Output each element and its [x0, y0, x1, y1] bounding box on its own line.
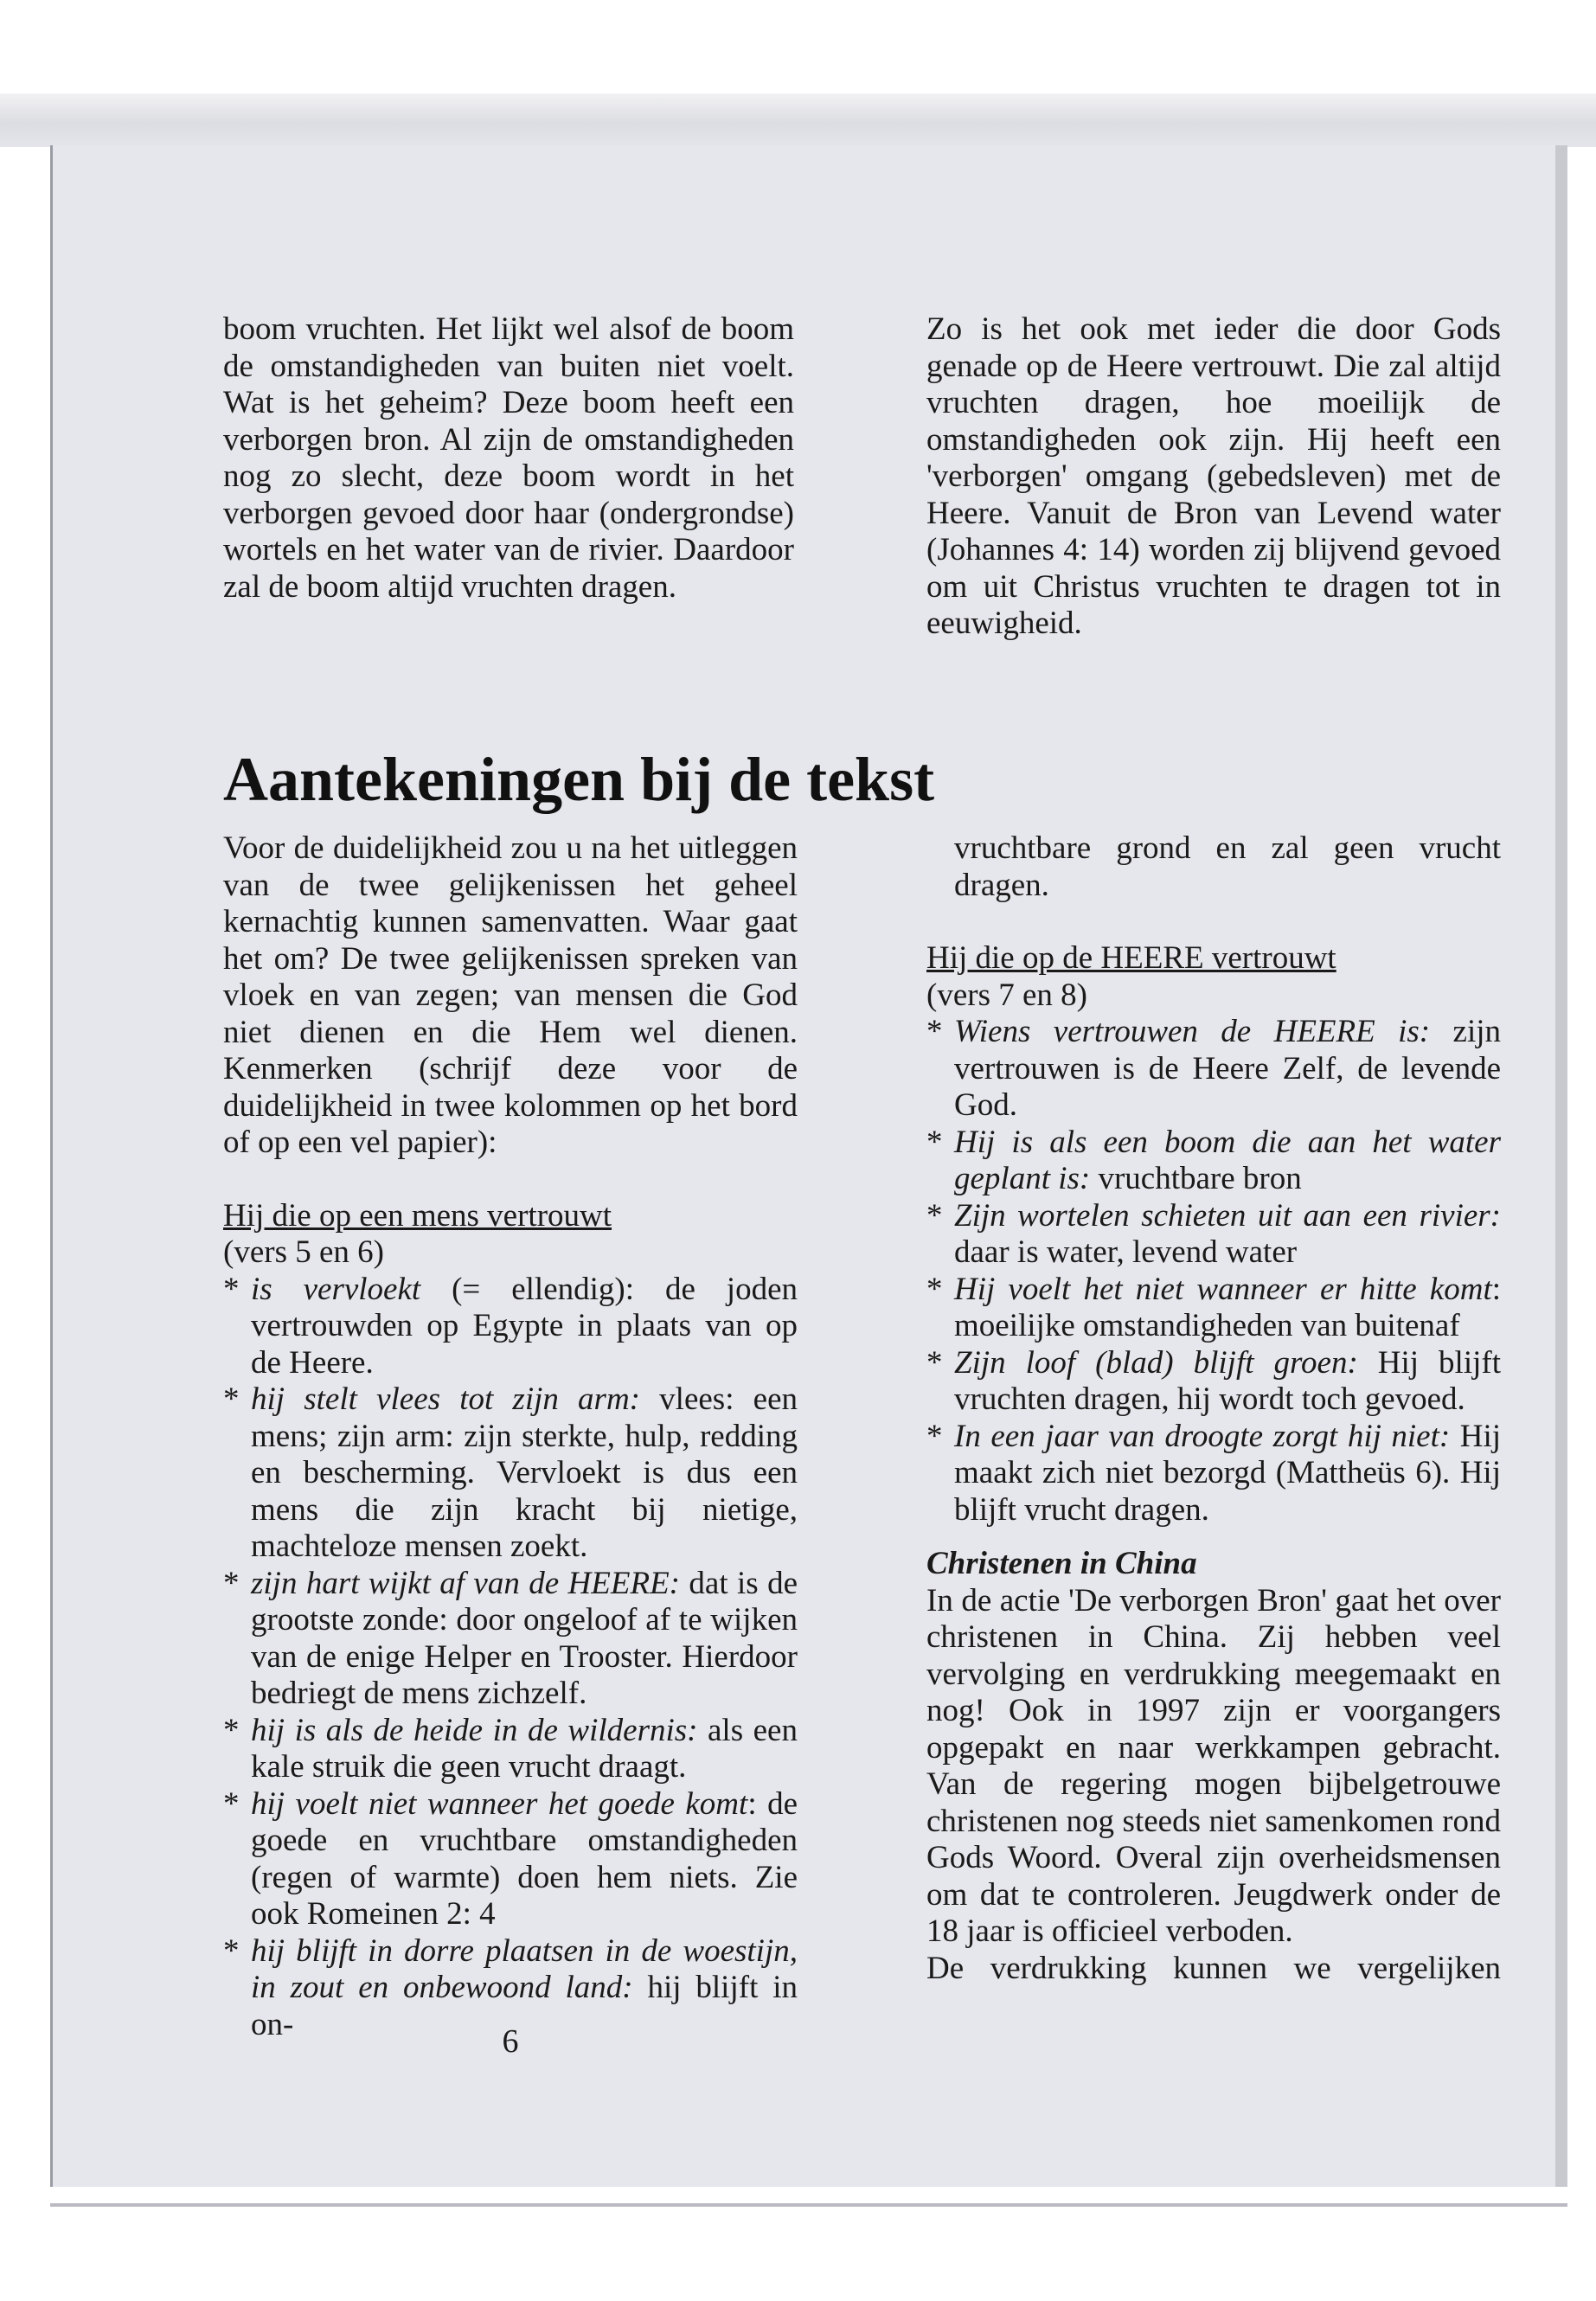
note-item [926, 1419, 1501, 1529]
page-edge [1555, 145, 1567, 2187]
note-term: Hij is als een boom die aan het water geplant is: [954, 1124, 1501, 1196]
note-item [926, 1272, 1501, 1345]
china-last-line: De verdrukking kunnen we vergelijken [926, 1950, 1501, 1986]
note-text: zijn vertrouwen is de Heere Zelf, de levende God. [954, 1014, 1502, 1123]
note-term: Hij voelt het niet wanneer er hitte komt [954, 1271, 1492, 1307]
note-item [223, 1713, 798, 1786]
note-term: hij stelt vlees tot zijn arm: [251, 1381, 640, 1417]
note-text: : moeilijke omstandigheden van buitenaf [954, 1271, 1501, 1343]
note-term: zijn hart wijkt af van de HEERE: [251, 1565, 681, 1601]
paragraph-text: boom vruchten. Het lijkt wel alsof de boom de omstandigheden van buiten niet voelt. Wat is het geheim? Deze boom heeft een verborgen bron. Al zijn de omstandigheden nog zo slecht, deze boom wordt in het verborgen gevoed door haar (ondergrondse) wortels en het water van de rivier. Daardoor zal de boom altijd vruchten dragen. [223, 311, 794, 605]
note-text: als een kale struik die geen vrucht draagt. [251, 1712, 798, 1785]
note-term: hij voelt niet wanneer het goede komt [251, 1785, 748, 1822]
subsection-verse: (vers 5 en 6) [223, 1234, 384, 1270]
note-term: Wiens vertrouwen de HEERE is: [954, 1014, 1431, 1049]
note-term: is vervloekt [251, 1271, 421, 1307]
intro-paragraph: Voor de duidelijkheid zou u na het uitleggen van de twee gelijkenissen het geheel kernachtig kunnen samenvatten. Waar gaat het om? De twee gelijkenissen spreken van vloek en van zegen; van mensen die God niet dienen en die Hem wel dienen. Kenmerken (schrijf deze voor de duidelijkheid in twee kolommen op het bord of op een vel papier): [223, 830, 798, 1160]
note-term: hij is als de heide in de wildernis: [251, 1712, 698, 1748]
note-text: dat is de grootste zonde: door ongeloof af te wijken van de enige Helper en Trooster. Hierdoor bedriegt de mens zichzelf. [251, 1565, 798, 1711]
paragraph-text: Zo is het ook met ieder die door Gods genade op de Heere vertrouwt. Die zal altijd vruchten dragen, hoe moeilijk de omstandigheden ook zijn. Hij heeft een 'verborgen' omgang (gebedsleven) met de Heere. Vanuit de Bron van Levend water (Johannes 4: 14) worden zij blijvend gevoed om uit Christus vruchten te dragen tot in eeuwigheid. [926, 311, 1501, 641]
note-text: daar is water, levend water [954, 1234, 1298, 1270]
china-section-title: Christenen in China [926, 1546, 1197, 1581]
note-text: hij blijft in on- [251, 1970, 798, 2042]
note-item [926, 1125, 1501, 1198]
continuation-text: vruchtbare grond en zal geen vrucht dragen. [954, 830, 1501, 903]
note-term: Zijn wortelen schieten uit aan een rivier: [954, 1197, 1501, 1234]
china-paragraph: In de actie 'De verborgen Bron' gaat het over christenen in China. Zij hebben veel vervolging en verdrukking meegemaakt en nog! Ook in 1997 zijn er voorgangers opgepakt en naar werkkampen gebracht. Van de regering mogen bijbelgetrouwe christenen nog steeds niet samenkomen rond Gods Woord. Overal zijn overheidsmensen om dat te controleren. Jeugdwerk onder de 18 jaar is officieel verboden. [926, 1582, 1501, 1949]
note-item [223, 1786, 798, 1933]
note-item [223, 1381, 798, 1566]
page-number: 6 [502, 2023, 519, 2060]
note-term: hij blijft in dorre plaatsen in de woestijn, in zout en onbewoond land: [251, 1932, 798, 2005]
note-term: In een jaar van droogte zorgt hij niet: [954, 1418, 1451, 1454]
note-text: (= ellendig): de joden vertrouwden op Egypte in plaats van op de Heere. [251, 1271, 798, 1381]
note-text: Hij maakt zich niet bezorgd (Mattheüs 6). Hij blijft vrucht dragen. [954, 1418, 1502, 1528]
subsection-title: Hij die op een mens vertrouwt [223, 1197, 612, 1234]
top-right-paragraph [926, 311, 1501, 643]
notes-list [223, 1272, 798, 2044]
note-item [223, 1272, 798, 1382]
notes-list [926, 1014, 1501, 1529]
note-item [223, 1566, 798, 1713]
note-text: : de goede en vruchtbare omstandigheden (regen of warmte) doen hem niets. Zie ook Romeinen 2: 4 [251, 1785, 798, 1932]
scan-edge [0, 93, 1596, 147]
right-column [926, 830, 1501, 1987]
left-column [223, 830, 798, 2043]
subsection-verse: (vers 7 en 8) [926, 977, 1087, 1013]
note-text: vlees: een mens; zijn arm: zijn sterkte, hulp, redding en bescherming. Vervloekt is dus een mens die zijn kracht bij nietige, machteloze mensen zoekt. [251, 1381, 798, 1564]
scan-bottom-edge [50, 2203, 1567, 2207]
note-item [926, 1345, 1501, 1419]
note-text: Hij blijft vruchten dragen, hij wordt toch gevoed. [954, 1344, 1501, 1417]
subsection-title: Hij die op de HEERE vertrouwt [926, 940, 1336, 976]
note-item [926, 1198, 1501, 1272]
section-heading: Aantekeningen bij de tekst [223, 745, 935, 815]
note-item [926, 1014, 1501, 1125]
note-text: vruchtbare bron [1090, 1161, 1302, 1196]
note-term: Zijn loof (blad) blijft groen: [954, 1344, 1358, 1381]
top-left-paragraph [223, 311, 794, 606]
